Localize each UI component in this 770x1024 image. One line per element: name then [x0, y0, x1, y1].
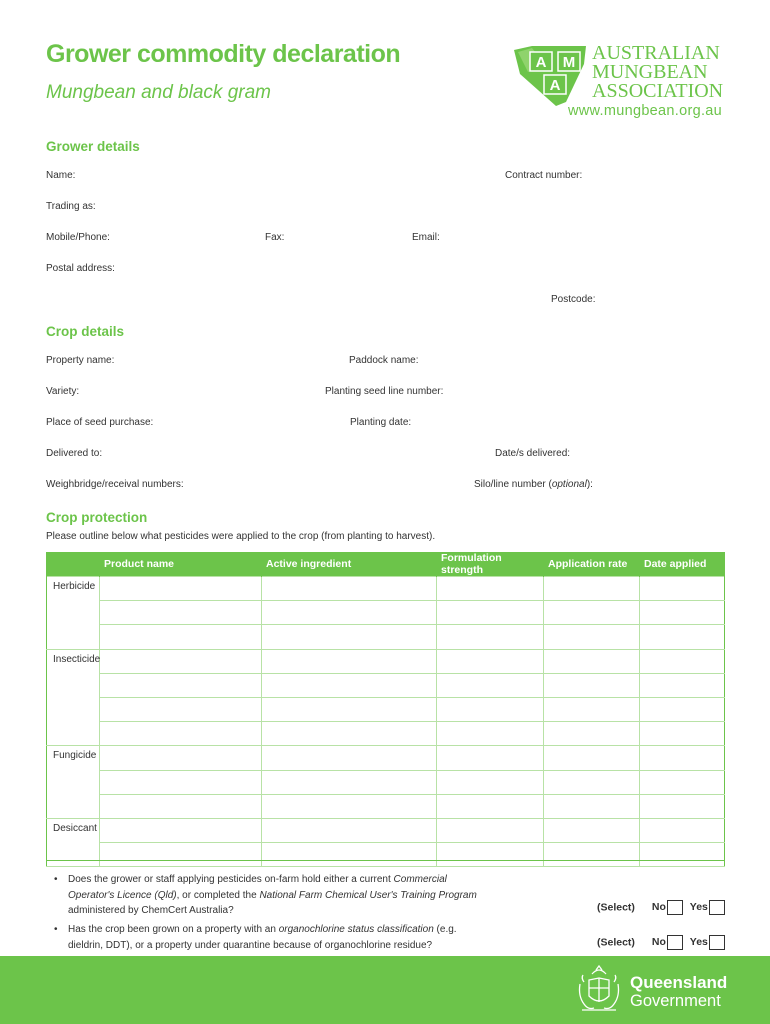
- col-date-applied: Date applied: [640, 552, 725, 577]
- ama-logo: [512, 44, 727, 122]
- crop-protection-note: Please outline below what pesticides were applied to the crop (from planting to harvest).: [46, 531, 436, 542]
- q1-no-label: No: [651, 901, 666, 914]
- active-ingredient-cell[interactable]: [262, 818, 437, 842]
- date-applied-cell[interactable]: [640, 770, 725, 794]
- q2-yes-label: Yes: [689, 936, 708, 949]
- formulation-strength-cell[interactable]: [437, 649, 544, 673]
- q2-select-label: (Select): [597, 936, 635, 949]
- col-category: [47, 552, 100, 577]
- table-row: [47, 697, 725, 721]
- q2-italic-1: organochlorine status classification: [278, 924, 434, 935]
- active-ingredient-cell[interactable]: [262, 601, 437, 625]
- bullet: •: [54, 924, 58, 935]
- application-rate-cell[interactable]: [544, 746, 640, 770]
- q1-yes-checkbox[interactable]: [709, 900, 725, 915]
- date-applied-cell[interactable]: [640, 577, 725, 601]
- paddock-name-label: Paddock name:: [349, 355, 419, 366]
- active-ingredient-cell[interactable]: [262, 577, 437, 601]
- table-row: [47, 794, 725, 818]
- table-bottom-rule: [46, 860, 724, 861]
- date-applied-cell[interactable]: [640, 818, 725, 842]
- question-organochlorine-text: [68, 922, 488, 953]
- logo-line-1: AUSTRALIAN: [592, 42, 720, 64]
- product-name-cell[interactable]: [100, 577, 262, 601]
- pesticide-table-header: [47, 552, 725, 577]
- form-subtitle: Mungbean and black gram: [46, 82, 271, 103]
- logo-line-3: ASSOCIATION: [592, 80, 724, 102]
- product-name-cell[interactable]: [100, 843, 262, 867]
- application-rate-cell[interactable]: [544, 697, 640, 721]
- table-row: [47, 818, 725, 842]
- q2-text-2: (e.g. dieldrin, DDT), or a property under quarantine because of organochlorine residue?: [68, 924, 457, 951]
- logo-line-2: MUNGBEAN: [592, 61, 708, 83]
- footer-line-1: Queensland: [630, 973, 728, 992]
- logo-letter-m: M: [562, 54, 576, 71]
- crop-protection-heading: Crop protection: [46, 510, 148, 525]
- table-row: [47, 746, 725, 770]
- active-ingredient-cell[interactable]: [262, 625, 437, 649]
- formulation-strength-cell[interactable]: [437, 601, 544, 625]
- queensland-government-logo: [574, 964, 728, 1018]
- table-row: [47, 649, 725, 673]
- application-rate-cell[interactable]: [544, 818, 640, 842]
- date-applied-cell[interactable]: [640, 673, 725, 697]
- bullet: •: [54, 874, 58, 885]
- formulation-strength-cell[interactable]: [437, 770, 544, 794]
- question-chemcert-text: [68, 872, 488, 919]
- logo-letter-a1: A: [535, 54, 547, 71]
- active-ingredient-cell[interactable]: [262, 697, 437, 721]
- application-rate-cell[interactable]: [544, 625, 640, 649]
- silo-label-text: Silo/line number (: [474, 479, 552, 490]
- col-active-ingredient: Active ingredient: [262, 552, 437, 577]
- planting-date-label: Planting date:: [350, 417, 412, 428]
- q1-text-3: administered by ChemCert Australia?: [68, 905, 234, 916]
- active-ingredient-cell[interactable]: [262, 746, 437, 770]
- q1-select-label: (Select): [597, 901, 635, 914]
- date-applied-cell[interactable]: [640, 625, 725, 649]
- silo-optional-text: optional: [551, 479, 587, 490]
- grower-details-heading: Grower details: [46, 139, 140, 154]
- application-rate-cell[interactable]: [544, 649, 640, 673]
- product-name-cell[interactable]: [100, 697, 262, 721]
- formulation-strength-cell[interactable]: [437, 577, 544, 601]
- table-row: [47, 577, 725, 601]
- pesticide-table: [46, 552, 725, 867]
- planting-seed-line-label: Planting seed line number:: [325, 386, 444, 397]
- trading-as-label: Trading as:: [46, 201, 96, 212]
- application-rate-cell[interactable]: [544, 770, 640, 794]
- footer-line-2: Government: [630, 992, 721, 1010]
- application-rate-cell[interactable]: [544, 601, 640, 625]
- application-rate-cell[interactable]: [544, 843, 640, 867]
- product-name-cell[interactable]: [100, 746, 262, 770]
- silo-line-label: [474, 479, 593, 490]
- table-row: [47, 770, 725, 794]
- q2-text-1: Has the crop been grown on a property with an: [68, 924, 279, 935]
- contract-number-label: Contract number:: [505, 170, 583, 181]
- postal-address-label: Postal address:: [46, 263, 115, 274]
- active-ingredient-cell[interactable]: [262, 843, 437, 867]
- active-ingredient-cell[interactable]: [262, 649, 437, 673]
- date-applied-cell[interactable]: [640, 794, 725, 818]
- table-row: [47, 673, 725, 697]
- delivered-to-label: Delivered to:: [46, 448, 103, 459]
- col-application-rate: Application rate: [544, 552, 640, 577]
- active-ingredient-cell[interactable]: [262, 673, 437, 697]
- q1-answer: [597, 900, 725, 915]
- table-row: [47, 601, 725, 625]
- formulation-strength-cell[interactable]: [437, 746, 544, 770]
- product-name-cell[interactable]: [100, 601, 262, 625]
- date-applied-cell[interactable]: [640, 746, 725, 770]
- date-applied-cell[interactable]: [640, 649, 725, 673]
- q1-text-1: Does the grower or staff applying pesticides on-farm hold either a current: [68, 874, 394, 885]
- logo-letter-a2: A: [549, 77, 561, 94]
- q1-italic-1: Commercial Operator's Licence (Qld): [68, 874, 447, 901]
- product-name-cell[interactable]: [100, 794, 262, 818]
- category-cell: Herbicide: [47, 577, 100, 650]
- fax-label: Fax:: [265, 232, 285, 243]
- formulation-strength-cell[interactable]: [437, 843, 544, 867]
- product-name-cell[interactable]: [100, 722, 262, 746]
- place-of-seed-purchase-label: Place of seed purchase:: [46, 417, 154, 428]
- formulation-strength-cell[interactable]: [437, 697, 544, 721]
- q1-no-checkbox[interactable]: [667, 900, 683, 915]
- formulation-strength-cell[interactable]: [437, 818, 544, 842]
- active-ingredient-cell[interactable]: [262, 770, 437, 794]
- active-ingredient-cell[interactable]: [262, 722, 437, 746]
- silo-label-end: ):: [586, 479, 593, 490]
- q2-no-label: No: [651, 936, 666, 949]
- ama-logo-icon: [512, 44, 592, 106]
- variety-label: Variety:: [46, 386, 80, 397]
- application-rate-cell[interactable]: [544, 577, 640, 601]
- application-rate-cell[interactable]: [544, 794, 640, 818]
- form-title: Grower commodity declaration: [46, 40, 401, 68]
- q1-italic-2: National Farm Chemical User's Training Program: [259, 889, 477, 901]
- formulation-strength-cell[interactable]: [437, 794, 544, 818]
- category-cell: Insecticide: [47, 649, 100, 746]
- logo-url: www.mungbean.org.au: [568, 103, 723, 119]
- q2-yes-checkbox[interactable]: [709, 935, 725, 950]
- weighbridge-label: Weighbridge/receival numbers:: [46, 479, 184, 490]
- product-name-cell[interactable]: [100, 649, 262, 673]
- formulation-strength-cell[interactable]: [437, 625, 544, 649]
- dates-delivered-label: Date/s delivered:: [495, 448, 571, 459]
- active-ingredient-cell[interactable]: [262, 794, 437, 818]
- queensland-wordmark: [630, 974, 727, 1010]
- email-label: Email:: [412, 232, 440, 243]
- formulation-strength-cell[interactable]: [437, 722, 544, 746]
- q2-answer: [597, 935, 725, 950]
- logo-wordmark: [592, 44, 723, 101]
- crop-details-heading: Crop details: [46, 324, 125, 339]
- q2-no-checkbox[interactable]: [667, 935, 683, 950]
- q1-yes-label: Yes: [689, 901, 708, 914]
- postcode-label: Postcode:: [551, 294, 596, 305]
- date-applied-cell[interactable]: [640, 722, 725, 746]
- col-formulation-strength: Formulation strength: [437, 552, 544, 577]
- formulation-strength-cell[interactable]: [437, 673, 544, 697]
- product-name-cell[interactable]: [100, 673, 262, 697]
- product-name-cell[interactable]: [100, 770, 262, 794]
- category-cell: Fungicide: [47, 746, 100, 819]
- application-rate-cell[interactable]: [544, 722, 640, 746]
- col-product-name: Product name: [100, 552, 262, 577]
- name-label: Name:: [46, 170, 76, 181]
- product-name-cell[interactable]: [100, 818, 262, 842]
- date-applied-cell[interactable]: [640, 843, 725, 867]
- application-rate-cell[interactable]: [544, 673, 640, 697]
- table-row: [47, 625, 725, 649]
- q1-text-2: , or completed the: [176, 889, 260, 901]
- category-cell: Desiccant: [47, 818, 100, 866]
- table-row: [47, 722, 725, 746]
- product-name-cell[interactable]: [100, 625, 262, 649]
- date-applied-cell[interactable]: [640, 697, 725, 721]
- table-row: [47, 843, 725, 867]
- date-applied-cell[interactable]: [640, 601, 725, 625]
- mobile-phone-label: Mobile/Phone:: [46, 232, 110, 243]
- queensland-crest-icon: [574, 964, 624, 1016]
- property-name-label: Property name:: [46, 355, 115, 366]
